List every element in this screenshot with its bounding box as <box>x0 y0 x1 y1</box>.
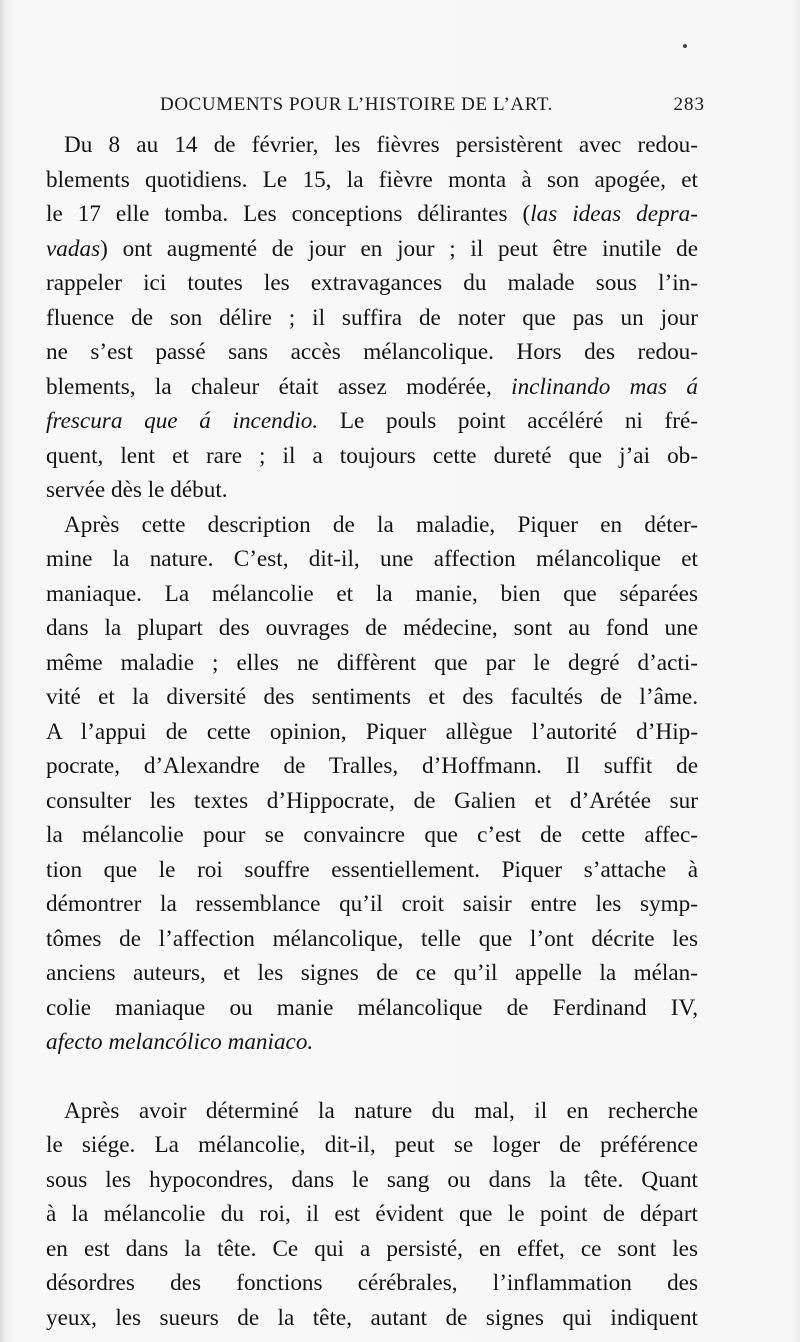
text-line: désordres des fonctions cérébrales, l’inflammation des <box>46 1270 698 1296</box>
running-title: DOCUMENTS POUR L’HISTOIRE DE L’ART. <box>160 94 554 115</box>
text-line: fluence de son délire ; il suffira de noter que pas un jour <box>46 304 698 331</box>
text-line: blements, la chaleur était assez modérée, inclinando mas á <box>46 373 698 400</box>
ink-speck <box>683 44 687 48</box>
paragraph-gap <box>46 1060 698 1094</box>
text-line: afecto melancólico maniaco. <box>46 1029 314 1055</box>
text-line: le 17 elle tomba. Les conceptions délirantes (las ideas depra- <box>46 201 698 227</box>
text-line: dans la plupart des ouvrages de médecine, sont au fond une <box>46 615 698 641</box>
text-line: Après avoir déterminé la nature du mal, il en recherche <box>64 1097 698 1124</box>
text-line: servée dès le début. <box>46 477 228 503</box>
text-line: blements quotidiens. Le 15, la fièvre monta à son apogée, et <box>46 166 698 193</box>
text-line: à la mélancolie du roi, il est évident que le point de départ <box>46 1201 698 1227</box>
paragraph-3 <box>46 1094 698 1336</box>
text-line: le siége. La mélancolie, dit-il, peut se loger de préférence <box>46 1132 698 1158</box>
text-line: pocrate, d’Alexandre de Tralles, d’Hoffmann. Il suffit de <box>46 753 698 779</box>
text-line: vadas) ont augmenté de jour en jour ; il peut être inutile de <box>46 235 698 262</box>
text-line: ne s’est passé sans accès mélancolique. Hors des redou- <box>46 339 698 365</box>
text-line: anciens auteurs, et les signes de ce qu’il appelle la mélan- <box>46 960 698 986</box>
text-line: colie maniaque ou manie mélancolique de Ferdinand IV, <box>46 994 698 1021</box>
text-line: démontrer la ressemblance qu’il croit saisir entre les symp- <box>46 891 698 917</box>
paragraph-1 <box>46 128 698 508</box>
text-line: même maladie ; elles ne diffèrent que par le degré d’acti- <box>46 649 698 676</box>
text-line: la mélancolie pour se convaincre que c’est de cette affec- <box>46 822 698 848</box>
paragraph-2 <box>46 508 698 1060</box>
text-line: yeux, les sueurs de la tête, autant de signes qui indiquent <box>46 1304 698 1331</box>
text-line: mine la nature. C’est, dit-il, une affection mélancolique et <box>46 546 698 572</box>
text-line: vité et la diversité des sentiments et des facultés de l’âme. <box>46 684 698 710</box>
text-line: Du 8 au 14 de février, les fièvres persistèrent avec redou- <box>64 132 698 158</box>
text-line: A l’appui de cette opinion, Piquer allègue l’autorité d’Hip- <box>46 718 698 745</box>
text-line: tion que le roi souffre essentiellement. Piquer s’attache à <box>46 856 698 883</box>
text-line: consulter les textes d’Hippocrate, de Galien et d’Arétée sur <box>46 787 698 814</box>
page-header <box>160 94 705 122</box>
page-number: 283 <box>673 94 705 115</box>
text-line: Après cette description de la maladie, Piquer en déter- <box>64 511 698 538</box>
text-line: tômes de l’affection mélancolique, telle que l’ont décrite les <box>46 925 698 952</box>
text-line: frescura que á incendio. Le pouls point accéléré ni fré- <box>46 408 698 434</box>
text-line: sous les hypocondres, dans le sang ou dans la tête. Quant <box>46 1166 698 1193</box>
body-text <box>46 128 698 1335</box>
text-line: quent, lent et rare ; il a toujours cette dureté que j’ai ob- <box>46 442 698 469</box>
text-line: en est dans la tête. Ce qui a persisté, en effet, ce sont les <box>46 1235 698 1262</box>
text-line: maniaque. La mélancolie et la manie, bien que séparées <box>46 580 698 607</box>
text-line: rappeler ici toutes les extravagances du malade sous l’in- <box>46 270 698 296</box>
